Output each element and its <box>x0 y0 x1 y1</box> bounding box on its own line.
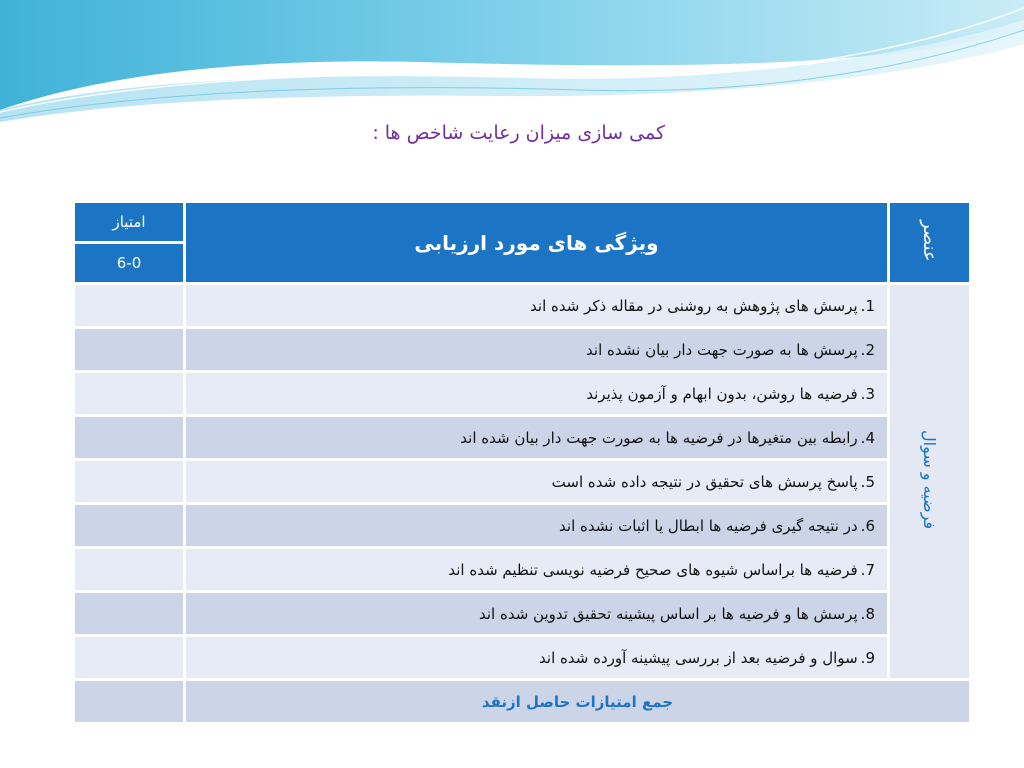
score-cell[interactable] <box>74 548 185 592</box>
item-number: 5. <box>860 472 875 491</box>
score-range-header: 6-0 <box>74 243 185 284</box>
slide-title: کمی سازی میزان رعایت شاخص ها : <box>372 122 665 144</box>
evaluation-table <box>72 200 972 725</box>
item-text: پرسش های پژوهش به روشنی در مقاله ذکر شده اند <box>530 296 858 315</box>
item-number: 8. <box>860 604 875 623</box>
item-number: 6. <box>860 516 875 535</box>
feature-cell <box>185 548 889 592</box>
score-cell[interactable] <box>74 592 185 636</box>
item-text: در نتیجه گیری فرضیه ها ابطال یا اثبات نشده اند <box>559 516 858 535</box>
header-wave-decoration <box>0 0 1024 130</box>
table-row <box>74 416 971 460</box>
item-number: 3. <box>860 384 875 403</box>
item-text: پاسخ پرسش های تحقیق در نتیجه داده شده است <box>551 472 858 491</box>
score-cell[interactable] <box>74 372 185 416</box>
table-row <box>74 372 971 416</box>
feature-cell <box>185 592 889 636</box>
item-number: 1. <box>860 296 875 315</box>
item-text: فرضیه ها روشن، بدون ابهام و آزمون پذیرند <box>586 384 858 403</box>
table-row <box>74 548 971 592</box>
table-row <box>74 636 971 680</box>
feature-cell <box>185 328 889 372</box>
table-row <box>74 460 971 504</box>
item-text: رابطه بین متغیرها در فرضیه ها به صورت جهت دار بیان شده اند <box>460 428 858 447</box>
score-cell[interactable] <box>74 328 185 372</box>
element-name: فرضیه و سوال <box>920 429 939 530</box>
score-cell[interactable] <box>74 460 185 504</box>
table-row <box>74 328 971 372</box>
score-cell[interactable] <box>74 416 185 460</box>
item-number: 9. <box>860 648 875 667</box>
total-score-cell[interactable] <box>74 680 185 724</box>
score-cell[interactable] <box>74 504 185 548</box>
element-header-label: عنصر <box>919 219 940 262</box>
score-cell[interactable] <box>74 636 185 680</box>
feature-cell <box>185 372 889 416</box>
element-cell <box>889 284 971 680</box>
item-text: سوال و فرضیه بعد از بررسی پیشینه آورده شده اند <box>539 648 858 667</box>
item-number: 4. <box>860 428 875 447</box>
item-text: فرضیه ها براساس شیوه های صحیح فرضیه نویسی تنظیم شده اند <box>448 560 858 579</box>
table-row <box>74 592 971 636</box>
feature-cell <box>185 636 889 680</box>
feature-cell <box>185 504 889 548</box>
total-label: جمع امتیازات حاصل ازنقد <box>185 680 971 724</box>
feature-cell <box>185 416 889 460</box>
table-row <box>74 284 971 328</box>
element-header <box>889 202 971 284</box>
item-text: پرسش ها و فرضیه ها بر اساس پیشینه تحقیق تدوین شده اند <box>478 604 858 623</box>
feature-cell <box>185 284 889 328</box>
item-text: پرسش ها به صورت جهت دار بیان نشده اند <box>586 340 858 359</box>
score-cell[interactable] <box>74 284 185 328</box>
item-number: 2. <box>860 340 875 359</box>
feature-cell <box>185 460 889 504</box>
item-number: 7. <box>860 560 875 579</box>
header-row <box>74 202 971 243</box>
features-header: ویژگی های مورد ارزیابی <box>185 202 889 284</box>
score-header: امتیاز <box>74 202 185 243</box>
table-row <box>74 504 971 548</box>
total-row <box>74 680 971 724</box>
